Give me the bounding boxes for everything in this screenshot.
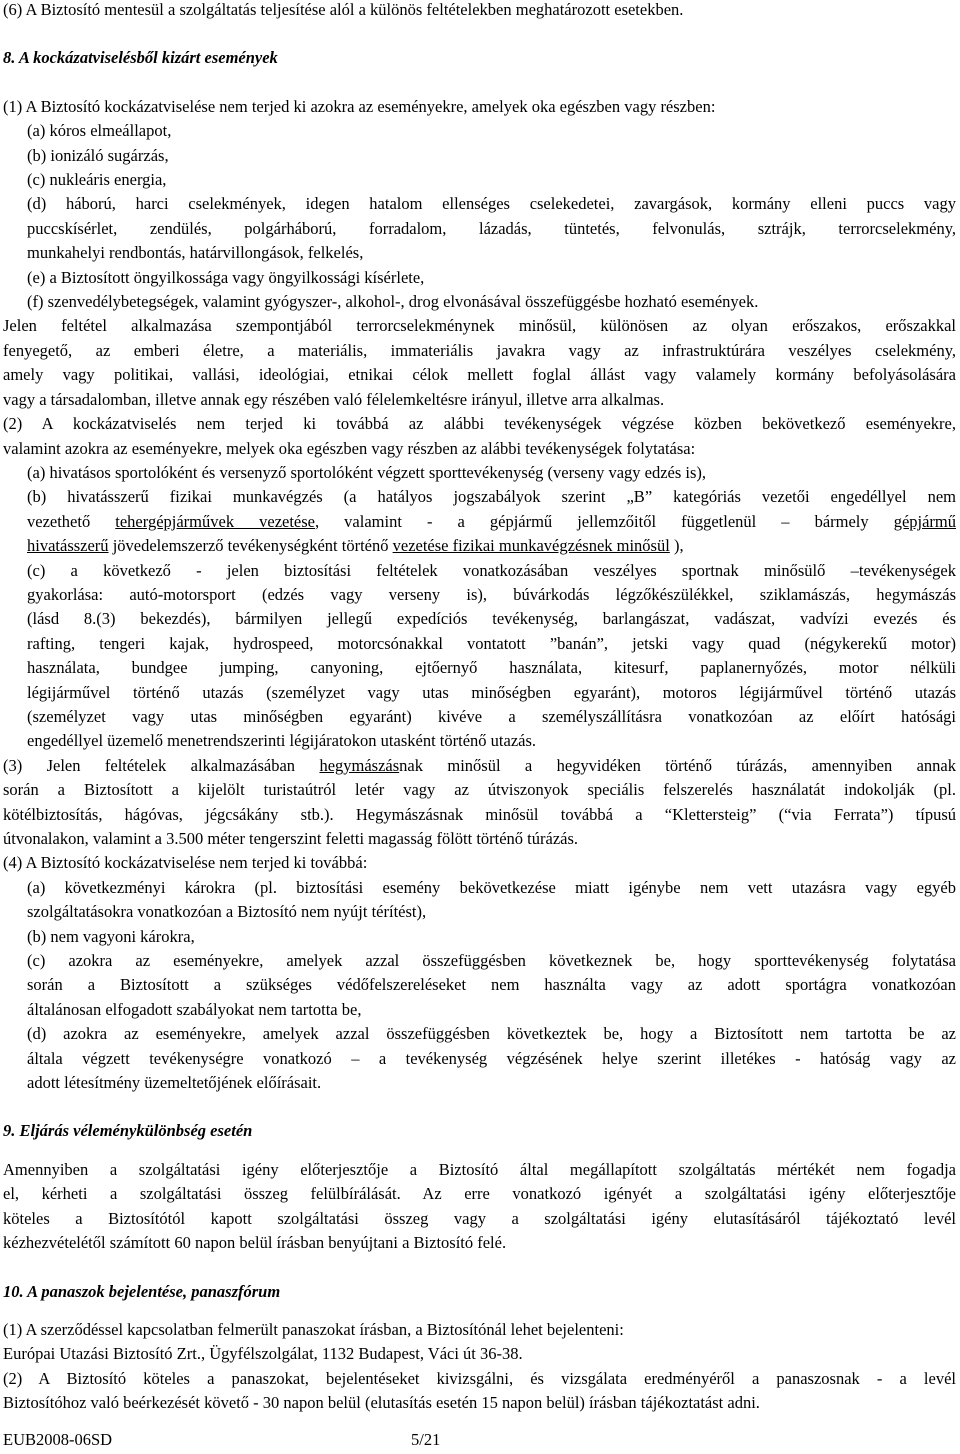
- p2-b-line-2: vezethető tehergépjárművek vezetése, valamint - a gépjármű jellemzőitől függetlenül – bármely gépjármű: [27, 511, 956, 531]
- section-10-paragraph: (1) A szerződéssel kapcsolatban felmerült panaszokat írásban, a Biztosítónál lehet bejelenteni: Európai Utazási Biztosító Zrt., Ügyfélszolgálat, 1132 Budapest, Váci út 36-38. (2) A Biztosító köteles a panaszokat, bejelentéseket kivizsgálni, és vizsgálata eredményéről a panaszosnak - a levél Biztosítóhoz való beérkezését követő - 30 napon belül (elutasítás esetén 15 napon belül) írásban tájékoztatást adni.: [3, 1319, 956, 1413]
- section-8-paragraph-1: (1) A Biztosító kockázatviselése nem terjed ki azokra az eseményekre, amelyek oka egészben vagy részben: (a) kóros elmeállapot, (b) ionizáló sugárzás, (c) nukleáris energia, (d) háború, harci cselekmények, idegen hatalom ellenséges cselekedetei, zavargások, kormány elleni puccs vagy puccskísérlet, zendülés, polgárháború, forradalom, lázadás, tüntetés, felvonulás, sztrájk, terrorcselekmény, munkahelyi rendbontás, határvillongások, felkelés, (e) a Biztosított öngyilkossága vagy öngyilkossági kísérlete, (f) szenvedélybetegségek, valamint gyógyszer-, alkohol-, drog elvonásával összefüggésbe hozható események.: [3, 96, 956, 312]
- intro-paragraph: (6) A Biztosító mentesül a szolgáltatás teljesítése alól a különös feltételekben meghatározott esetekben.: [3, 0, 684, 19]
- section-8-heading: 8. A kockázatviselésből kizárt események: [3, 48, 278, 68]
- section-8-paragraph-4: (4) A Biztosító kockázatviselése nem terjed ki továbbá: (a) következményi károkra (pl. biztosítási esemény bekövetkezése miatt igénybe nem vett utazásra vagy egyéb szolgáltatásokra vonatkozóan a Biztosító nem nyújt térítést), (b) nem vagyoni károkra, (c) azokra az eseményekre, amelyek azzal összefüggésben következnek be, hogy sporttevékenység folytatása során a Biztosított a szükséges védőfelszereléseket nem használta vagy az adott sportágra vonatkozóan általánosan elfogadott szabályokat nem tartotta be, (d) azokra az eseményekre, amelyek azzal összefüggésben következtek be, hogy a Biztosított nem tartotta be az általa végzett tevékenységre vonatkozó – a tevékenység végzésének helye szerint illetékes - hatóság vagy az adott létesítmény üzemeltetőjének előírásait.: [3, 853, 956, 1093]
- section-9-paragraph: Amennyiben a szolgáltatási igény előterjesztője a Biztosító által megállapított szolgáltatás mértékét nem fogadja el, kérheti a szolgáltatási összeg felülbírálását. Az erre vonatkozó igényét a szolgáltatási igény előterjesztője köteles a Biztosítótól kapott szolgáltatási összeg vagy a szolgáltatási igény elutasításáról tájékoztató levél kézhezvételétől számított 60 napon belül írásban benyújtani a Biztosító felé.: [3, 1159, 956, 1253]
- section-10-heading: 10. A panaszok bejelentése, panaszfórum: [3, 1281, 281, 1301]
- p2-b-line-3: hivatásszerű jövedelemszerző tevékenységként történő vezetése fizikai munkavégzésnek minősül ),: [27, 536, 684, 556]
- terrorism-definition: Jelen feltétel alkalmazása szempontjából terrorcselekménynek minősül, különösen az olyan erőszakos, erőszakkal fenyegető, az emberi életre, a materiális, immateriális javakra vagy az infrastruktúrára veszélyes cselekmény, amely vagy politikai, vallási, ideológiai, etnikai célok mellett foglal állást vagy valamely kormány befolyásolására vagy a társadalomban, illetve annak egy részében való félelemkeltésre irányul, illetve arra alkalmas.: [3, 316, 956, 409]
- section-8-paragraph-2: (2) A kockázatviselés nem terjed ki továbbá az alábbi tevékenységek végzése közben bekövetkező eseményekre, valamint azokra az eseményekre, melyek oka egészben vagy részben az alábbi tevékenységek folytatása: (a) hivatásos sportolóként és versenyző sportolóként végzett sporttevékenység (verseny vagy edzés is), (b) hivatásszerű fizikai munkavégzés (a hatályos jogszabályok szerint „B” kategóriás vezetői engedéllyel nem vezethető tehergépjárművek vezetése, valamint - a gépjármű jellemzőitől függetlenül – bármely gépjármű hivatásszerű jövedelemszerző tevékenységként történő vezetése fizikai munkavégzésnek minősül ), (c) a következő - jelen biztosítási feltételek vonatkozásában veszélyes sportnak minősülő –tevékenységek gyakorlása: autó-motorsport (edzés vagy verseny is), búvárkodás légzőkészülékkel, sziklamászás, hegymászás (lásd 8.(3) bekezdés), bármilyen jellegű expedíciós tevékenység, barlangászat, vadászat, vadvízi evezés és rafting, tengeri kajak, hydrospeed, motorcsónakkal vontatott ”banán”, jetski vagy quad (négykerekű motor) használata, bundgee jumping, canyoning, ejtőernyő használata, kitesurf, paplanernyőzés, motor nélküli légijárművel történő utazás (személyzet vagy utas minőségben egyaránt), motoros légijárművel történő utazás (személyzet vagy utas minőségben egyaránt) kivéve a személyszállításra vonatkozóan az előírt hatósági engedéllyel üzemelő menetrendszerinti légijáratokon utasként történő utazás.: [3, 414, 956, 751]
- document-page: [3, 0, 956, 1416]
- document-code: EUB2008-06SD: [3, 1430, 113, 1449]
- page-number: 5/21: [411, 1430, 441, 1449]
- section-9-heading: 9. Eljárás véleménykülönbség esetén: [3, 1121, 253, 1141]
- section-8-paragraph-3: (3) Jelen feltételek alkalmazásában hegymászásnak minősül a hegyvidéken történő túrázás, amennyiben annak során a Biztosított a kijelölt turistaútról letér vagy az útviszonyok speciális felszerelés használatát indokolják (pl. kötélbiztosítás, hágóvas, jégcsákány stb.). Hegymászásnak minősül továbbá a “Klettersteig” (“via Ferrata”) típusú útvonalakon, valamint a 3.500 méter tengerszint feletti magasság fölött történő túrázás.: [3, 755, 956, 848]
- p3-line-1: (3) Jelen feltételek alkalmazásában hegymászásnak minősül a hegyvidéken történő túrázás, amennyiben annak: [3, 755, 956, 775]
